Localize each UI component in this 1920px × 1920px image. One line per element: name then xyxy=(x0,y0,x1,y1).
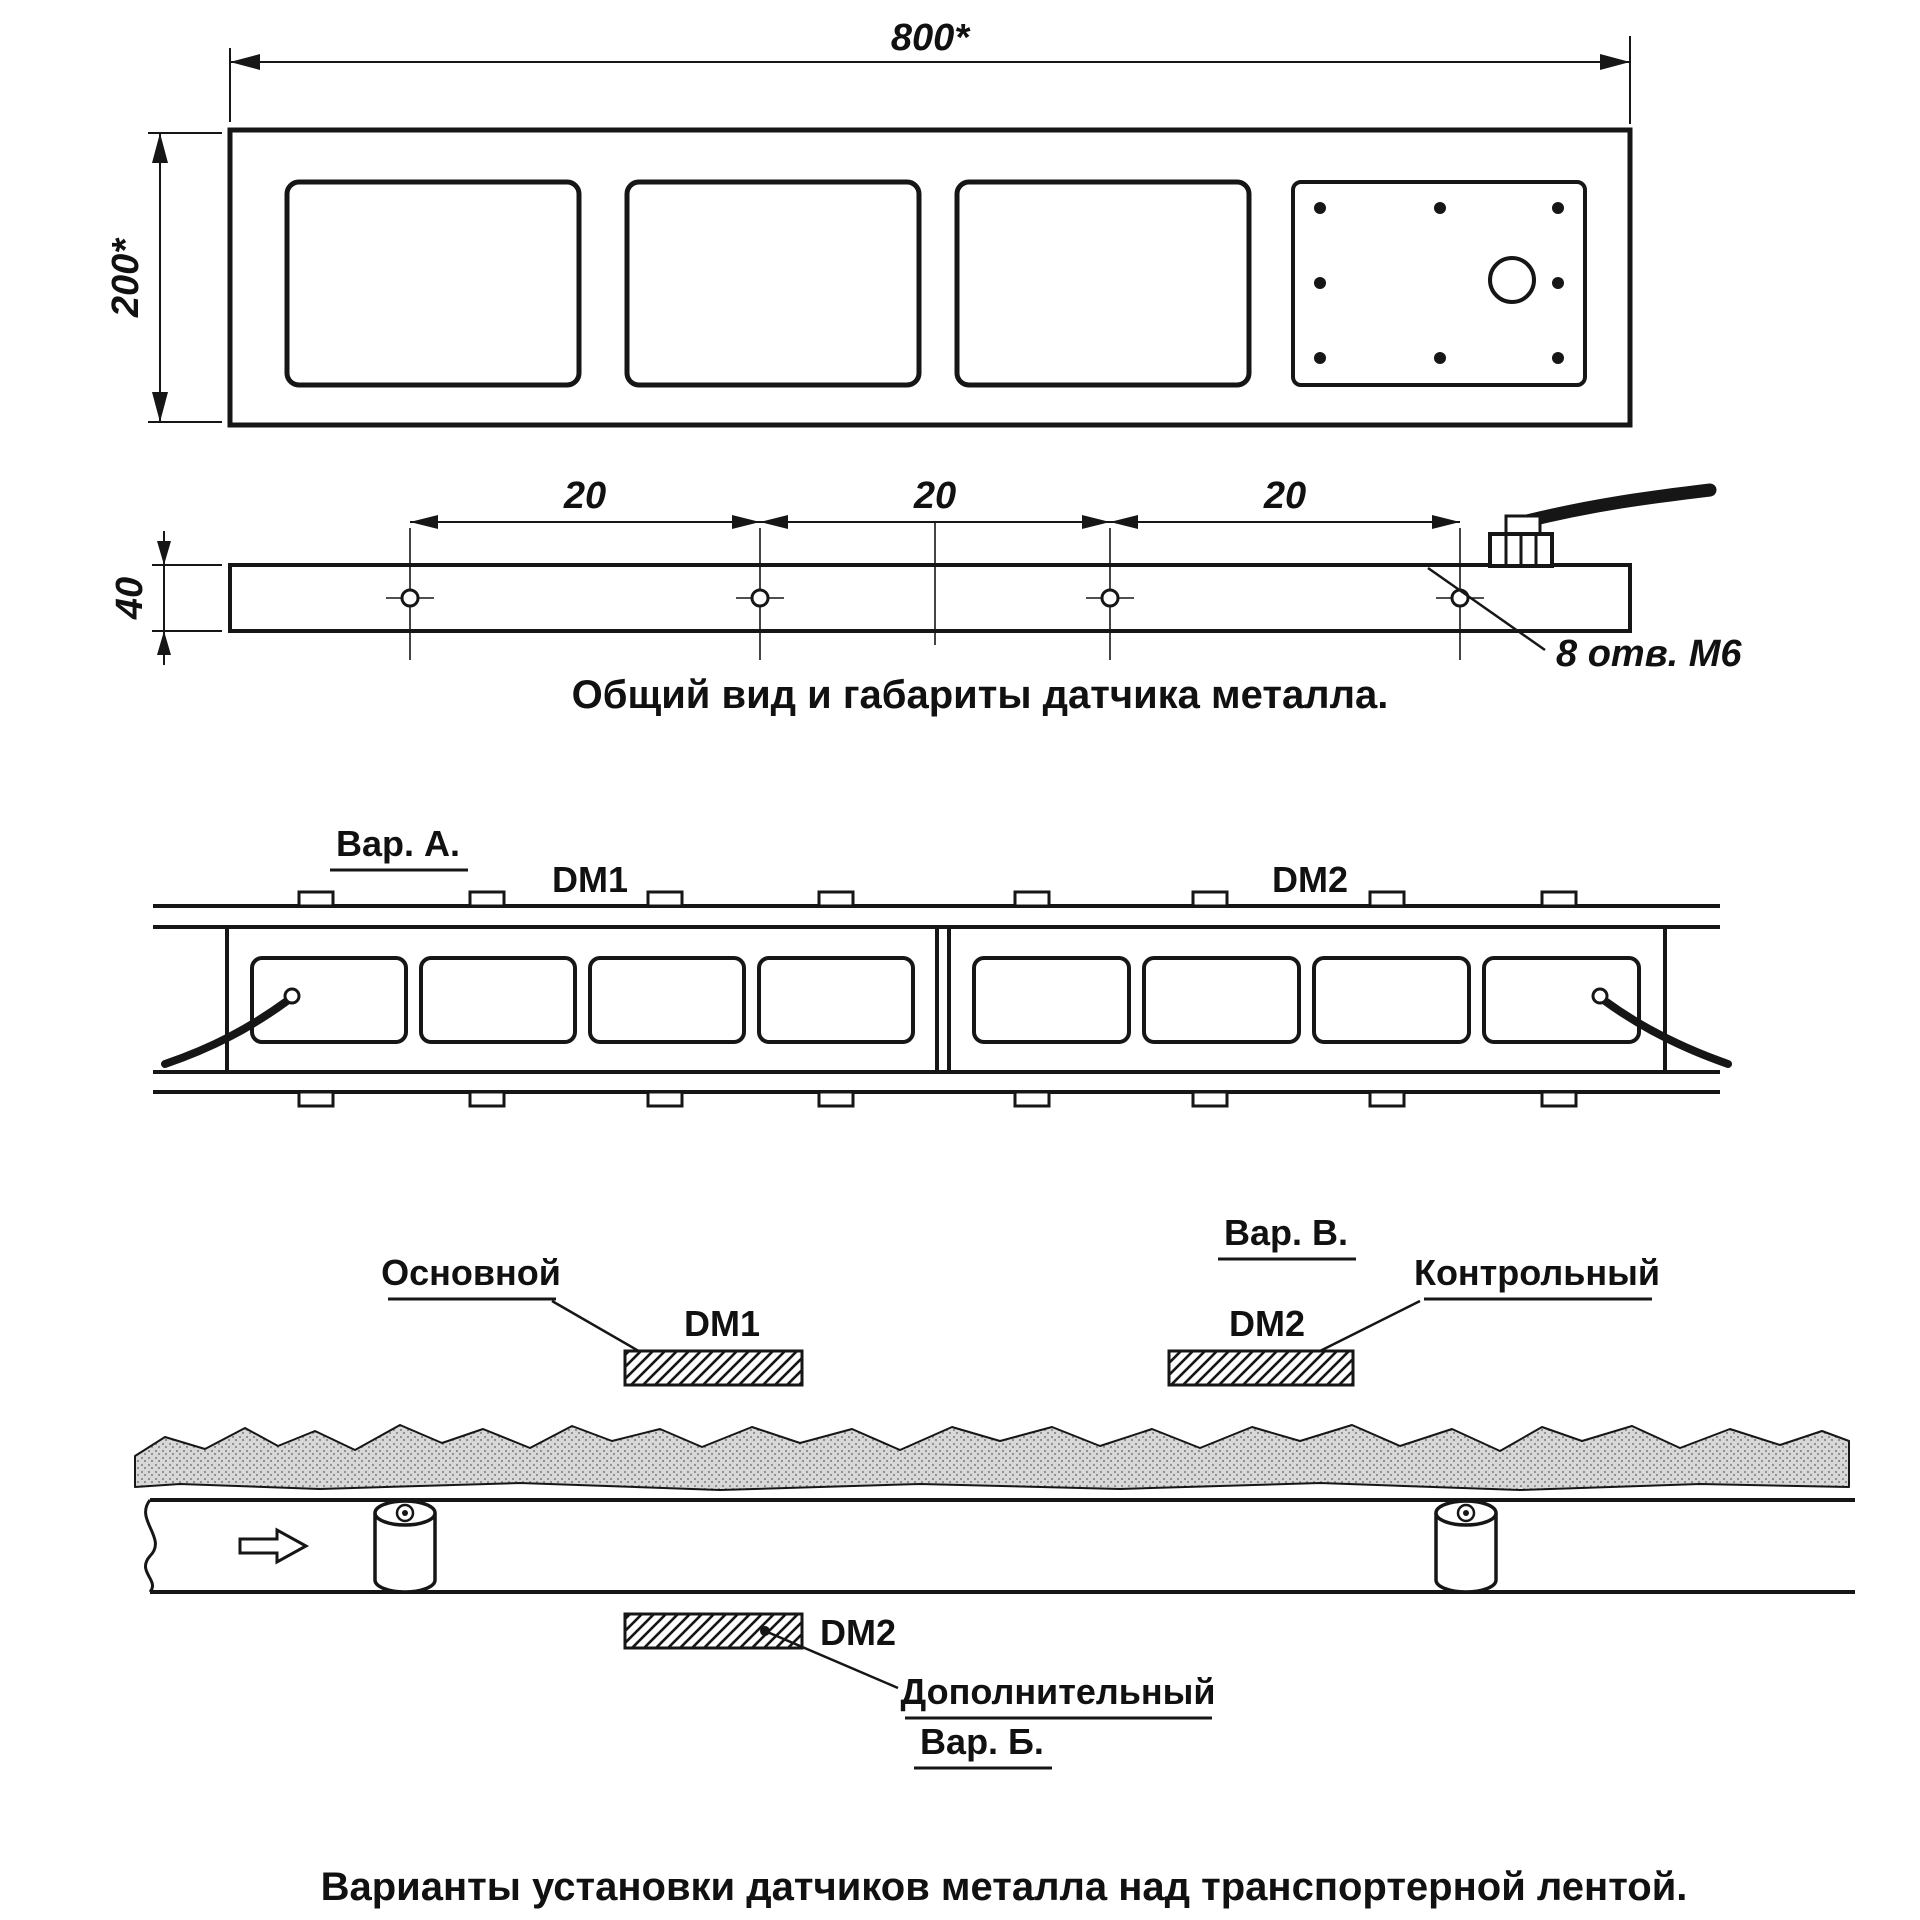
svg-text:Вар. Б.: Вар. Б. xyxy=(920,1721,1044,1762)
spacing-dim-label-2: 20 xyxy=(913,475,957,517)
screw-hole xyxy=(1314,352,1326,364)
screw-hole xyxy=(1314,202,1326,214)
mounting-clamp xyxy=(1542,892,1576,906)
holes-note-label: 8 отв. М6 xyxy=(1556,633,1742,675)
screw-hole xyxy=(1434,352,1446,364)
mounting-clamp xyxy=(819,1092,853,1106)
dm2-additional-label: DM2 xyxy=(820,1612,897,1653)
variant-b-label xyxy=(914,1721,1052,1768)
caption-general-view: Общий вид и габариты датчика металла. xyxy=(571,673,1389,717)
additional-sensor-label xyxy=(901,1671,1216,1718)
mounting-clamp xyxy=(299,892,333,906)
svg-text:Контрольный: Контрольный xyxy=(1413,1252,1661,1293)
screw-hole xyxy=(1552,277,1564,289)
mounting-clamp xyxy=(1370,1092,1404,1106)
width-dimension-label: 800* xyxy=(890,17,970,59)
caption-installation: Варианты установки датчиков металла над транспортерной лентой. xyxy=(320,1865,1688,1909)
dm2-label-install: DM2 xyxy=(1228,1303,1306,1344)
mounting-clamp xyxy=(470,1092,504,1106)
svg-text:Основной: Основной xyxy=(381,1252,561,1293)
mounting-clamp xyxy=(648,892,682,906)
mounting-clamp xyxy=(1015,1092,1049,1106)
control-sensor-label xyxy=(1414,1252,1660,1299)
mounting-clamp xyxy=(1542,1092,1576,1106)
screw-hole xyxy=(1314,277,1326,289)
cable-entry xyxy=(285,989,299,1003)
thickness-dim-label: 40 xyxy=(109,576,151,620)
sensor-dm1-hatched xyxy=(625,1351,802,1385)
spacing-dim-label-1: 20 xyxy=(563,475,607,517)
dm1-label-variant-a: DM1 xyxy=(551,859,629,900)
svg-text:Дополнительный: Дополнительный xyxy=(900,1671,1216,1712)
mounting-clamp xyxy=(1370,892,1404,906)
sensor-dm2-additional-hatched xyxy=(625,1614,802,1648)
svg-text:Вар. В.: Вар. В. xyxy=(1223,1212,1349,1253)
height-dimension-label: 200* xyxy=(105,238,147,318)
spacing-dim-label-3: 20 xyxy=(1263,475,1307,517)
mounting-clamp xyxy=(648,1092,682,1106)
mounting-clamp xyxy=(1193,1092,1227,1106)
screw-hole xyxy=(1552,352,1564,364)
screw-hole xyxy=(1434,202,1446,214)
dm1-label-install: DM1 xyxy=(683,1303,761,1344)
mounting-clamp xyxy=(1193,892,1227,906)
dm2-label-variant-a: DM2 xyxy=(1271,859,1349,900)
sensor-dm2-hatched xyxy=(1169,1351,1353,1385)
screw-hole xyxy=(1552,202,1564,214)
mounting-clamp xyxy=(1015,892,1049,906)
mounting-clamp xyxy=(819,892,853,906)
belt-roller-left xyxy=(375,1501,435,1592)
variant-a-label xyxy=(330,823,468,870)
mounting-clamp xyxy=(299,1092,333,1106)
svg-text:Вар. А.: Вар. А. xyxy=(335,823,461,864)
cable-entry-hole xyxy=(1490,258,1534,302)
variant-v-label xyxy=(1218,1212,1356,1259)
belt-roller-right xyxy=(1436,1501,1496,1592)
main-sensor-label xyxy=(381,1252,561,1299)
cable-entry xyxy=(1593,989,1607,1003)
mounting-clamp xyxy=(470,892,504,906)
